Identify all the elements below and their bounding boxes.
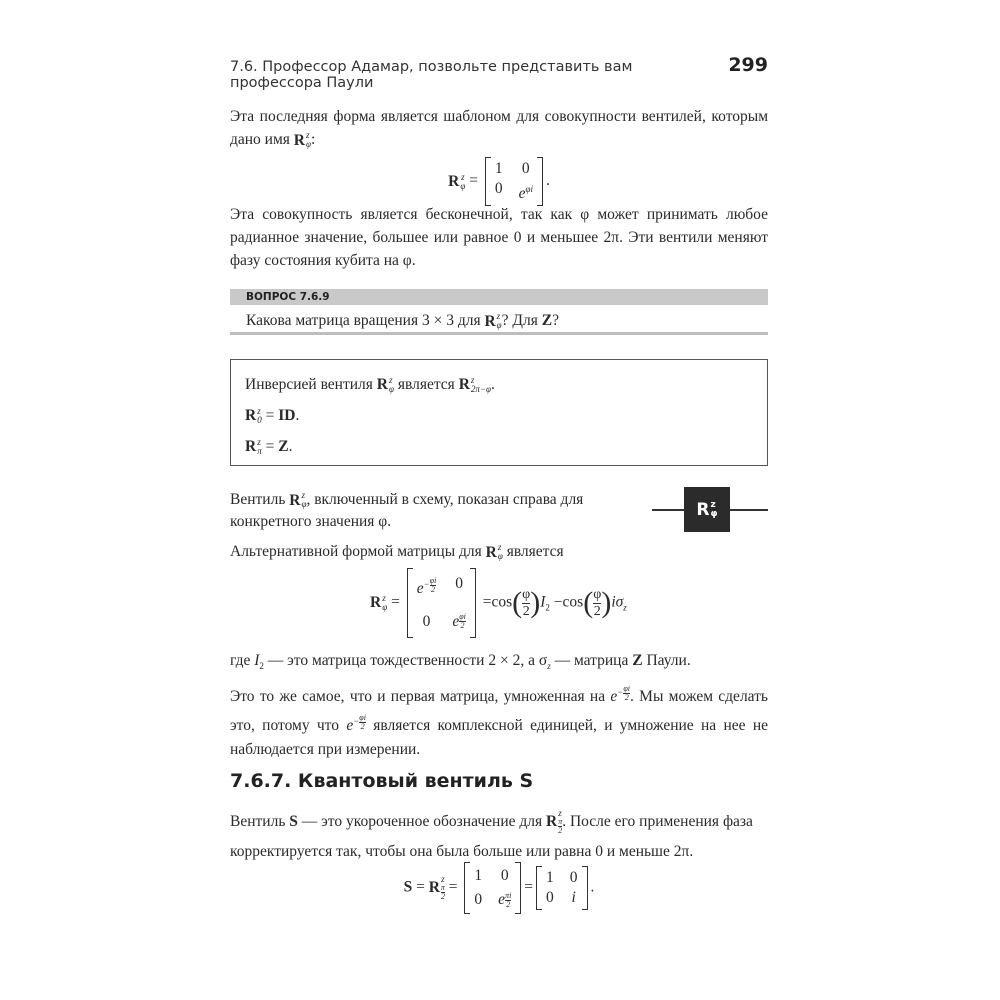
text-fragment: φ (301, 499, 307, 510)
text-fragment: z (461, 171, 465, 182)
math-part (617, 684, 631, 702)
text-fragment: 2 (430, 585, 435, 595)
text-fragment: φ (460, 180, 466, 191)
math-part (430, 577, 437, 594)
text-fragment: — это матрица тождественности 2 × 2, а σ (263, 652, 548, 669)
text-fragment: φ (306, 139, 311, 150)
text-fragment: iσ (611, 593, 624, 611)
text-fragment: 0 (422, 612, 431, 630)
r-z-phi (294, 129, 311, 152)
circuit-wire-left (652, 509, 684, 511)
text-fragment: z (441, 874, 445, 884)
text-fragment: является комплексной единицей, и умножение на нее не наблюдается при измерении. (230, 717, 768, 759)
text-fragment: Вентиль (230, 491, 290, 508)
math-part (515, 862, 521, 914)
text-fragment: 0 (521, 160, 530, 177)
text-fragment: R (293, 131, 305, 149)
text-fragment: φ (388, 384, 394, 395)
text-fragment: . После его применения фаза корректируется так, чтобы она была больше или равна 0 и меньше 2π. (230, 813, 753, 861)
math-part (370, 594, 387, 612)
text-fragment: 1 (494, 160, 503, 177)
text-fragment: . (295, 407, 300, 424)
text-fragment: π (558, 817, 563, 827)
math-part (257, 407, 262, 425)
math-part (417, 568, 437, 605)
text-fragment: e (498, 891, 506, 908)
math-part (382, 594, 387, 612)
math-part: ) (601, 586, 612, 619)
text-fragment: Инверсией вентиля (245, 376, 377, 393)
math-part (423, 576, 437, 595)
text-fragment: z (257, 406, 261, 417)
paragraph-1 (230, 105, 768, 152)
text-fragment: φi (623, 684, 631, 693)
text-fragment: . Мы можем сделать это, потому что (230, 688, 768, 735)
equation-alt-form (290, 568, 770, 638)
text-fragment: 2 (360, 722, 365, 732)
text-fragment: 2 (558, 826, 563, 836)
question-label: ВОПРОС 7.6.9 (230, 289, 768, 305)
text-fragment: 0 (546, 889, 554, 906)
text-fragment: φi (359, 713, 366, 723)
text-fragment: φ (593, 586, 602, 602)
text-fragment: 2 (593, 603, 601, 619)
text-fragment: = (482, 593, 492, 611)
circuit-wire-right (730, 509, 768, 511)
text-fragment: R (376, 376, 388, 394)
text-fragment: = (265, 407, 275, 424)
text-fragment: 0 (569, 869, 578, 886)
text-fragment: ? Для (501, 312, 542, 329)
math-part: ( (512, 586, 523, 619)
math-part (491, 157, 537, 206)
equation-s-gate (230, 862, 768, 914)
text-fragment: φ (710, 508, 718, 519)
text-fragment: R (370, 594, 382, 611)
text-fragment: является (502, 543, 564, 560)
note-line-2 (245, 407, 299, 425)
section-heading: 7.6.7. Квантовый вентиль S (230, 770, 534, 792)
text-fragment: = (469, 172, 478, 190)
text-fragment: Эта последняя форма является шаблоном для совокупности вентилей, которым дано имя (230, 108, 768, 148)
text-fragment: φ (382, 602, 388, 612)
text-fragment: z (257, 437, 261, 448)
text-fragment: R (696, 499, 710, 520)
math-part (536, 866, 588, 910)
text-fragment: = (448, 878, 458, 896)
text-fragment: − (353, 716, 360, 727)
text-fragment: π (257, 446, 262, 457)
text-fragment: − (423, 579, 430, 590)
math-part (546, 807, 562, 837)
math-part (377, 376, 394, 394)
text-fragment: I (540, 593, 546, 611)
math-part (245, 407, 262, 425)
text-fragment: S (289, 813, 298, 830)
text-fragment: 2 (440, 892, 445, 901)
where-paragraph (230, 649, 768, 678)
text-fragment: является (393, 376, 459, 393)
math-part (537, 157, 543, 206)
text-fragment: где (230, 652, 255, 669)
math-part (498, 888, 511, 912)
math-part (459, 613, 466, 630)
note-box (230, 359, 768, 466)
math-part (471, 376, 491, 394)
text-fragment: 2π−φ (470, 384, 491, 395)
text-fragment: Это то же самое, что и первая матрица, умноженная на (230, 688, 611, 706)
text-fragment: I (254, 652, 260, 669)
text-fragment: 0 (455, 575, 463, 593)
math-part (460, 173, 465, 191)
text-fragment: z (306, 130, 310, 141)
text-fragment: Паули. (642, 652, 691, 669)
text-fragment: 0 (494, 180, 503, 197)
text-fragment: R (245, 438, 257, 456)
paragraph-2: Эта совокупность является бесконечной, так как φ может принимать любое радианное значение, большее или равное 0 и меньшее 2π. Эти вентили меняют фазу состояния кубита на φ. (230, 206, 768, 269)
text-fragment: z (547, 661, 551, 672)
math-part (448, 173, 465, 191)
text-fragment: R (546, 813, 558, 831)
text-fragment: = (265, 438, 275, 455)
text-fragment: φi (459, 612, 466, 622)
text-fragment: R (458, 376, 470, 394)
text-fragment: − (553, 593, 563, 611)
text-fragment: φ (522, 586, 531, 602)
text-fragment: e (610, 688, 618, 706)
math-part (257, 438, 262, 456)
chapter-title: 7.6. Профессор Адамар, позвольте представить вам профессора Паули (230, 59, 633, 91)
math-part (289, 490, 306, 511)
note-line-1 (245, 376, 495, 394)
gate-paragraph (230, 489, 630, 532)
math-part (359, 714, 366, 731)
math-part (407, 568, 476, 638)
text-fragment: 2 (506, 899, 511, 909)
alt-paragraph (230, 540, 768, 564)
math-part (484, 310, 501, 333)
text-fragment: R (448, 172, 460, 190)
text-fragment: π (440, 883, 445, 892)
text-fragment: — это укороченное обозначение для (297, 813, 546, 830)
math-part (711, 501, 718, 519)
text-fragment: R (245, 407, 257, 425)
running-header (230, 54, 768, 91)
math-part (464, 862, 521, 914)
math-part (459, 376, 491, 394)
math-part (505, 892, 511, 909)
text-fragment: Альтернативной формой матрицы для (230, 543, 486, 560)
text-fragment: 2 (259, 661, 264, 672)
matrix (485, 157, 543, 206)
text-fragment: i (571, 889, 576, 906)
text-fragment: . (490, 376, 495, 393)
text-fragment: . (288, 438, 293, 455)
text-fragment: — матрица (550, 652, 633, 669)
text-fragment: πi (505, 890, 512, 900)
text-fragment: = (524, 878, 534, 896)
text-fragment: Вентиль (230, 813, 290, 830)
math-part (441, 884, 445, 901)
text-fragment: z (497, 542, 502, 553)
text-fragment: = (416, 878, 425, 896)
math-part (429, 875, 445, 901)
text-fragment: Z (541, 312, 553, 329)
text-fragment: Z (632, 652, 643, 669)
text-fragment: 2 (545, 602, 550, 613)
paragraph-3 (230, 680, 768, 762)
text-fragment: 0 (500, 867, 509, 884)
text-fragment: φi (525, 184, 533, 194)
math-part (582, 866, 588, 910)
paragraph-4 (230, 807, 768, 867)
text-fragment: ? (552, 312, 559, 329)
text-fragment: z (301, 490, 305, 501)
math-part (441, 875, 445, 901)
text-fragment: : (310, 131, 316, 148)
text-fragment: 0 (474, 891, 483, 908)
note-line-3 (245, 438, 292, 456)
text-fragment: cos (491, 593, 513, 611)
text-fragment: 2 (522, 603, 530, 619)
text-fragment: z (710, 499, 716, 510)
math-part (413, 566, 470, 639)
text-fragment: . (545, 172, 550, 190)
text-fragment: R (485, 543, 497, 561)
rz-gate-symbol (684, 487, 730, 532)
text-fragment: e (346, 717, 354, 735)
math-part (519, 179, 533, 204)
math-part (452, 606, 466, 638)
math-part: ) (530, 586, 541, 619)
text-fragment: Z (278, 438, 289, 455)
text-fragment: z (623, 602, 627, 613)
text-fragment: φi (429, 576, 437, 586)
text-fragment: 1 (546, 869, 554, 886)
text-fragment: 1 (474, 867, 483, 884)
text-fragment: S (403, 878, 413, 896)
text-fragment: φ (496, 320, 502, 331)
text-fragment: R (428, 879, 440, 896)
text-fragment: e (518, 185, 526, 203)
text-fragment: z (470, 375, 475, 386)
text-fragment: e (452, 612, 460, 630)
text-fragment: φ (497, 551, 503, 562)
text-fragment: z (496, 311, 501, 322)
math-part: ( (583, 586, 594, 619)
text-fragment: 2 (460, 621, 465, 631)
math-part (542, 866, 582, 910)
text-fragment: e (416, 580, 424, 598)
text-fragment: z (388, 375, 393, 386)
text-fragment: ID (278, 407, 296, 424)
math-part (353, 713, 366, 732)
text-fragment: , включенный в схему, показан справа для конкретного значения φ. (230, 491, 584, 530)
divider (230, 332, 768, 335)
question-text (230, 309, 768, 333)
text-fragment: Какова матрица вращения 3 × 3 для (246, 312, 485, 329)
math-part (470, 568, 476, 638)
text-fragment: − (617, 687, 624, 697)
text-fragment: 2 (624, 693, 629, 702)
math-part (470, 862, 515, 914)
math-part (245, 438, 262, 456)
text-fragment: cos (562, 593, 584, 611)
text-fragment: z (382, 593, 386, 603)
equation-r-phi (230, 157, 768, 206)
math-part (486, 541, 503, 564)
text-fragment: = (391, 593, 400, 611)
page-number: 299 (728, 54, 768, 76)
text-fragment: 0 (257, 415, 262, 426)
text-fragment: R (289, 491, 301, 509)
text-fragment: . (590, 878, 595, 896)
text-fragment: R (484, 312, 496, 330)
text-fragment: z (558, 808, 562, 819)
